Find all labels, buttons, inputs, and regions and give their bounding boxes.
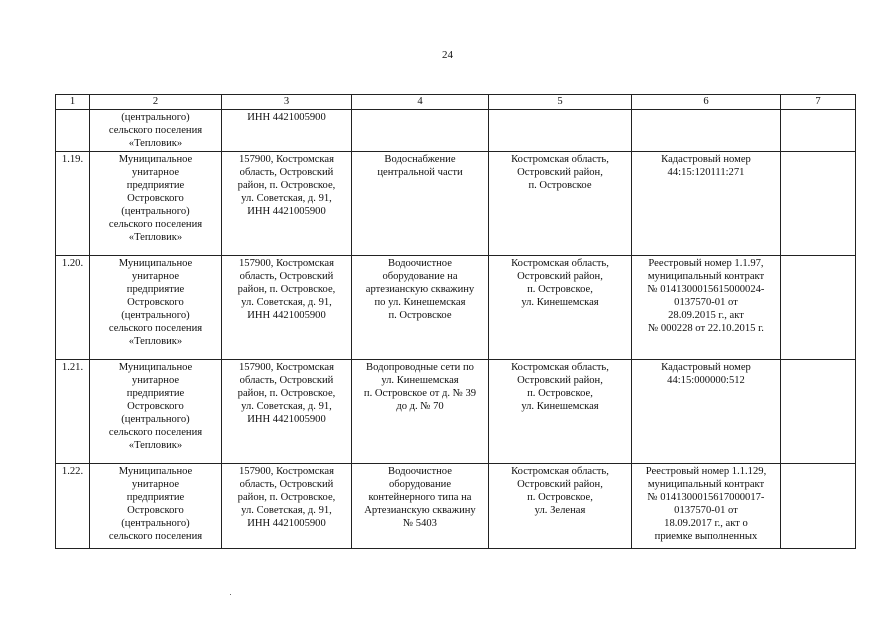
column-number-header-row xyxy=(56,95,856,110)
location-cell: Костромская область, Островский район, п. Островское, ул. Зеленая xyxy=(489,464,632,549)
object-cell: Водоочистное оборудование на артезианскую скважину по ул. Кинешемская п. Островское xyxy=(352,256,489,360)
column-header-5: 5 xyxy=(489,95,632,110)
location-cell: Костромская область, Островский район, п. Островское xyxy=(489,152,632,256)
details-cell: Кадастровый номер 44:15:000000:512 xyxy=(632,360,781,464)
details-cell xyxy=(632,110,781,152)
object-cell: Водоснабжение центральной части xyxy=(352,152,489,256)
table-row xyxy=(56,360,856,464)
table-row xyxy=(56,464,856,549)
note-cell xyxy=(781,110,856,152)
address-cell: 157900, Костромская область, Островский район, п. Островское, ул. Советская, д. 91, ИНН 4421005900 xyxy=(222,360,352,464)
details-cell: Кадастровый номер 44:15:120111:271 xyxy=(632,152,781,256)
note-cell xyxy=(781,360,856,464)
address-cell: 157900, Костромская область, Островский район, п. Островское, ул. Советская, д. 91, ИНН 4421005900 xyxy=(222,464,352,549)
note-cell xyxy=(781,256,856,360)
table-row xyxy=(56,152,856,256)
row-number-cell: 1.19. xyxy=(56,152,90,256)
address-cell: ИНН 4421005900 xyxy=(222,110,352,152)
object-cell xyxy=(352,110,489,152)
page-number: 24 xyxy=(442,49,453,61)
note-cell xyxy=(781,152,856,256)
holder-cell: Муниципальное унитарное предприятие Островского (центрального) сельского поселения «Тепловик» xyxy=(90,256,222,360)
note-cell xyxy=(781,464,856,549)
holder-cell: Муниципальное унитарное предприятие Островского (центрального) сельского поселения «Тепловик» xyxy=(90,360,222,464)
table-row xyxy=(56,256,856,360)
row-number-cell: 1.20. xyxy=(56,256,90,360)
table-row xyxy=(56,110,856,152)
row-number-cell: 1.21. xyxy=(56,360,90,464)
column-header-2: 2 xyxy=(90,95,222,110)
location-cell: Костромская область, Островский район, п. Островское, ул. Кинешемская xyxy=(489,256,632,360)
row-number-cell xyxy=(56,110,90,152)
object-cell: Водопроводные сети по ул. Кинешемская п. Островское от д. № 39 до д. № 70 xyxy=(352,360,489,464)
address-cell: 157900, Костромская область, Островский район, п. Островское, ул. Советская, д. 91, ИНН 4421005900 xyxy=(222,256,352,360)
row-number-cell: 1.22. xyxy=(56,464,90,549)
address-cell: 157900, Костромская область, Островский район, п. Островское, ул. Советская, д. 91, ИНН 4421005900 xyxy=(222,152,352,256)
object-cell: Водоочистное оборудование контейнерного типа на Артезианскую скважину № 5403 xyxy=(352,464,489,549)
holder-cell: (центрального) сельского поселения «Тепловик» xyxy=(90,110,222,152)
column-header-1: 1 xyxy=(56,95,90,110)
holder-cell: Муниципальное унитарное предприятие Островского (центрального) сельского поселения «Тепловик» xyxy=(90,152,222,256)
details-cell: Реестровый номер 1.1.129, муниципальный контракт № 0141300015617000017- 0137570-01 от 18.09.2017 г., акт о приемке выполненных xyxy=(632,464,781,549)
details-cell: Реестровый номер 1.1.97, муниципальный контракт № 0141300015615000024- 0137570-01 от 28.09.2015 г., акт № 000228 от 22.10.2015 г. xyxy=(632,256,781,360)
holder-cell: Муниципальное унитарное предприятие Островского (центрального) сельского поселения xyxy=(90,464,222,549)
column-header-7: 7 xyxy=(781,95,856,110)
property-registry-table xyxy=(55,94,856,549)
column-header-3: 3 xyxy=(222,95,352,110)
scan-speck xyxy=(230,594,231,595)
location-cell xyxy=(489,110,632,152)
location-cell: Костромская область, Островский район, п. Островское, ул. Кинешемская xyxy=(489,360,632,464)
column-header-4: 4 xyxy=(352,95,489,110)
column-header-6: 6 xyxy=(632,95,781,110)
